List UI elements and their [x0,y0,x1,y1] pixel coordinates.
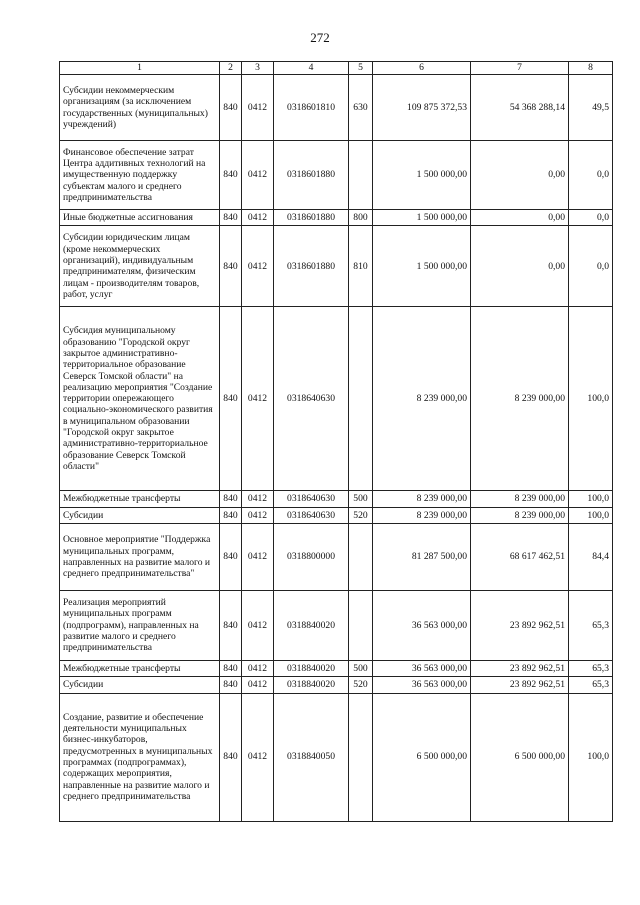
admin-code: 840 [220,491,242,507]
table-row [60,507,613,523]
target-article-code: 0318800000 [274,523,349,590]
planned-amount: 6 500 000,00 [373,693,471,821]
admin-code: 840 [220,590,242,660]
execution-percent: 100,0 [569,491,613,507]
target-article-code: 0318840020 [274,677,349,693]
row-name: Реализация мероприятий муниципальных программ (подпрограмм), направленных на развитие малого и среднего предпринимательства [60,590,220,660]
column-header: 1 [60,62,220,75]
section-code: 0412 [242,523,274,590]
table-row [60,491,613,507]
section-code: 0412 [242,693,274,821]
target-article-code: 0318640630 [274,307,349,491]
section-code: 0412 [242,677,274,693]
admin-code: 840 [220,693,242,821]
column-header: 5 [349,62,373,75]
execution-percent: 100,0 [569,307,613,491]
planned-amount: 8 239 000,00 [373,507,471,523]
admin-code: 840 [220,75,242,141]
executed-amount: 23 892 962,51 [471,660,569,676]
planned-amount: 81 287 500,00 [373,523,471,590]
section-code: 0412 [242,507,274,523]
executed-amount: 54 368 288,14 [471,75,569,141]
table-row [60,307,613,491]
admin-code: 840 [220,523,242,590]
execution-percent: 65,3 [569,677,613,693]
executed-amount: 8 239 000,00 [471,507,569,523]
table-row [60,75,613,141]
expense-type-code: 500 [349,660,373,676]
section-code: 0412 [242,590,274,660]
planned-amount: 8 239 000,00 [373,491,471,507]
table-row [60,590,613,660]
executed-amount: 0,00 [471,210,569,226]
expense-type-code [349,141,373,210]
execution-percent: 100,0 [569,507,613,523]
column-header: 4 [274,62,349,75]
executed-amount: 6 500 000,00 [471,693,569,821]
table-row [60,523,613,590]
expense-type-code: 630 [349,75,373,141]
planned-amount: 109 875 372,53 [373,75,471,141]
column-header: 8 [569,62,613,75]
table-row [60,693,613,821]
execution-percent: 65,3 [569,660,613,676]
row-name: Субсидии юридическим лицам (кроме некоммерческих организаций), индивидуальным предпринимателям, физическим лицам - производителям товаров, работ, услуг [60,226,220,307]
executed-amount: 8 239 000,00 [471,491,569,507]
row-name: Межбюджетные трансферты [60,660,220,676]
execution-percent: 65,3 [569,590,613,660]
admin-code: 840 [220,141,242,210]
row-name: Субсидии [60,507,220,523]
target-article-code: 0318601880 [274,210,349,226]
section-code: 0412 [242,75,274,141]
section-code: 0412 [242,307,274,491]
target-article-code: 0318601880 [274,226,349,307]
admin-code: 840 [220,677,242,693]
expense-type-code [349,693,373,821]
planned-amount: 36 563 000,00 [373,660,471,676]
execution-percent: 0,0 [569,210,613,226]
execution-percent: 100,0 [569,693,613,821]
section-code: 0412 [242,141,274,210]
row-name: Субсидия муниципальному образованию "Городской округ закрытое административно-территориальное образование Северск Томской области" на реализацию мероприятия "Создание территории опережающего социально-экономического развития в муниципальном образовании "Городской округ закрытое административно-территориальное образование Северск Томской области" [60,307,220,491]
planned-amount: 8 239 000,00 [373,307,471,491]
executed-amount: 0,00 [471,141,569,210]
section-code: 0412 [242,491,274,507]
row-name: Иные бюджетные ассигнования [60,210,220,226]
expense-type-code [349,523,373,590]
column-header: 6 [373,62,471,75]
row-name: Субсидии некоммерческим организациям (за исключением государственных (муниципальных) учреждений) [60,75,220,141]
target-article-code: 0318601880 [274,141,349,210]
expense-type-code: 810 [349,226,373,307]
column-header: 3 [242,62,274,75]
target-article-code: 0318840050 [274,693,349,821]
target-article-code: 0318840020 [274,660,349,676]
section-code: 0412 [242,660,274,676]
executed-amount: 23 892 962,51 [471,590,569,660]
table-row [60,141,613,210]
target-article-code: 0318601810 [274,75,349,141]
execution-percent: 84,4 [569,523,613,590]
section-code: 0412 [242,226,274,307]
column-header: 7 [471,62,569,75]
expense-type-code [349,307,373,491]
admin-code: 840 [220,307,242,491]
admin-code: 840 [220,210,242,226]
expense-type-code: 500 [349,491,373,507]
admin-code: 840 [220,507,242,523]
target-article-code: 0318840020 [274,590,349,660]
execution-percent: 0,0 [569,141,613,210]
column-number-row [60,62,613,75]
planned-amount: 36 563 000,00 [373,590,471,660]
row-name: Субсидии [60,677,220,693]
expense-type-code: 520 [349,677,373,693]
planned-amount: 36 563 000,00 [373,677,471,693]
admin-code: 840 [220,226,242,307]
table-row [60,210,613,226]
budget-table [59,61,613,822]
expense-type-code: 800 [349,210,373,226]
column-header: 2 [220,62,242,75]
execution-percent: 0,0 [569,226,613,307]
expense-type-code [349,590,373,660]
executed-amount: 0,00 [471,226,569,307]
executed-amount: 23 892 962,51 [471,677,569,693]
row-name: Создание, развитие и обеспечение деятельности муниципальных бизнес-инкубаторов, предусмотренных в муниципальных программах (подпрограммах), содержащих мероприятия, направленные на развитие малого и среднего предпринимательства [60,693,220,821]
target-article-code: 0318640630 [274,491,349,507]
executed-amount: 8 239 000,00 [471,307,569,491]
row-name: Основное мероприятие "Поддержка муниципальных программ, направленных на развитие малого и среднего предпринимательства" [60,523,220,590]
row-name: Межбюджетные трансферты [60,491,220,507]
table-row [60,226,613,307]
target-article-code: 0318640630 [274,507,349,523]
row-name: Финансовое обеспечение затрат Центра аддитивных технологий на имущественную поддержку субъектам малого и среднего предпринимательства [60,141,220,210]
planned-amount: 1 500 000,00 [373,141,471,210]
planned-amount: 1 500 000,00 [373,210,471,226]
planned-amount: 1 500 000,00 [373,226,471,307]
page-number: 272 [310,30,330,45]
table-row [60,660,613,676]
execution-percent: 49,5 [569,75,613,141]
expense-type-code: 520 [349,507,373,523]
admin-code: 840 [220,660,242,676]
table-row [60,677,613,693]
executed-amount: 68 617 462,51 [471,523,569,590]
section-code: 0412 [242,210,274,226]
